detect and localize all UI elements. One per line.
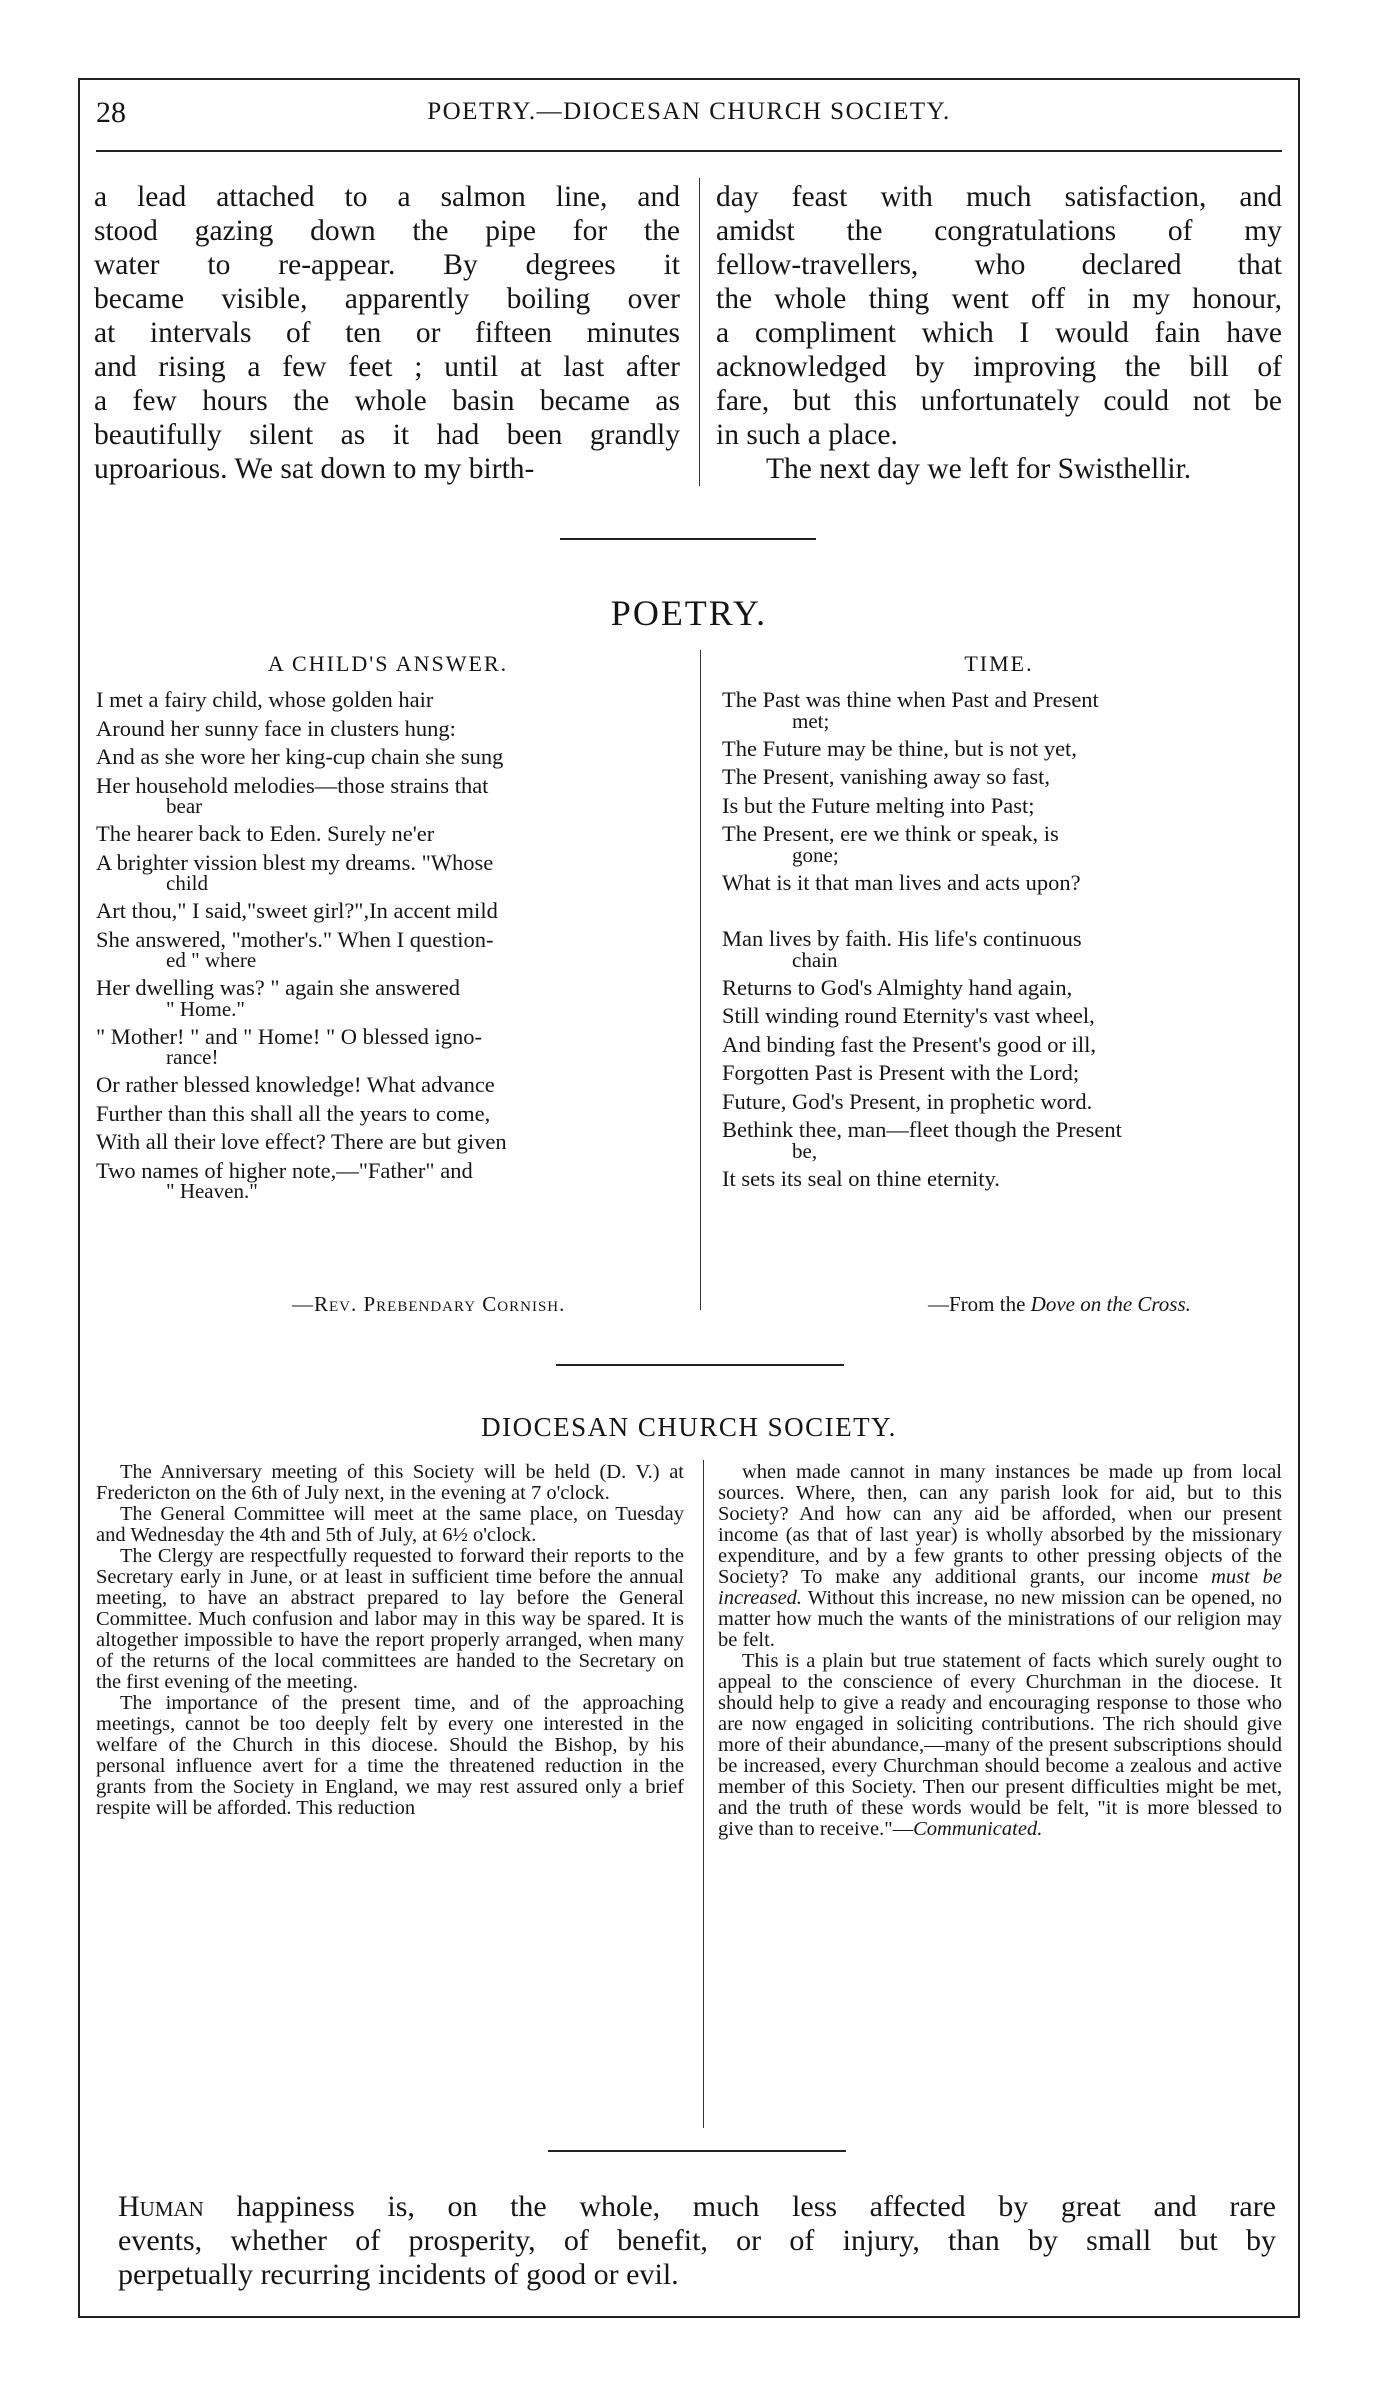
poem-line: The hearer back to Eden. Surely ne'er [96,821,435,846]
poem-line: Around her sunny face in clusters hung: [96,715,456,741]
dcs-right-paragraph-2: This is a plain but true statement of facts which surely ought to appeal to the conscience of every Churchman in the diocese. It should help to give a ready and encouraging response to those who are now engaged in soliciting contributions. The rich should give more of their abundance,—many of the present subscriptions should be increased, every Churchman should become a zealous and active member of this Society. Then our present difficulties might be met, and the truth of these words would be felt, "it is more blessed to give than to receive."—Communicated. [718,1650,1282,1840]
narrative-left-line: at intervals of ten or fifteen minutes [94,317,680,349]
poem-line: What is it that man lives and acts upon? [722,869,1081,895]
poem-line: be, [792,1138,818,1163]
poem-time [722,686,1282,1193]
narrative-right-line: day feast with much satisfaction, and [716,181,1282,213]
narrative-right-line: acknowledged by improving the bill of [716,351,1282,383]
dcs-heading: DIOCESAN CHURCH SOCIETY. [481,1412,897,1442]
attribution-prefix: —From the [928,1292,1031,1316]
narrative-right-line: fare, but this unfortunately could not be [716,385,1282,417]
poem-line: rance! [166,1045,219,1069]
narrative-right-line: amidst the congratulations of my [716,215,1282,247]
closing-initial-word: Human [118,2190,204,2223]
column-divider-narrative [699,178,700,486]
poem-line: Or rather blessed knowledge! What advance [96,1072,495,1097]
column-divider-poetry [700,650,701,1310]
narrative-left-line: uproarious. We sat down to my birth- [94,453,535,485]
poem-line: Her dwelling was? " again she answered [96,975,461,1000]
poem-line: With all their love effect? There are but given [96,1129,507,1154]
poem-attribution-time [928,1292,1191,1317]
poem-line: " Heaven." [166,1179,258,1203]
poem-line: child [166,871,208,895]
dcs-left-column [96,1462,684,1819]
narrative-right-line: the whole thing went off in my honour, [716,283,1282,315]
attribution-text: —Rev. Prebendary Cornish. [292,1292,566,1316]
poem-line: The Present, ere we think or speak, is [722,821,1059,846]
poem-line: " Mother! " and " Home! " O blessed igno- [96,1023,483,1049]
poem-line: Still winding round Eternity's vast wheel, [722,1003,1095,1028]
poem-line: And binding fast the Present's good or ill, [722,1031,1097,1057]
running-header [96,96,1282,146]
narrative-right-line: fellow-travellers, who declared that [716,249,1282,281]
poem-line: Bethink thee, man—fleet though the Present [722,1117,1122,1142]
poem-line: The Present, vanishing away so fast, [722,764,1051,789]
poem-title-time: TIME. [964,651,1034,676]
dcs-left-paragraph: The importance of the present time, and of the approaching meetings, cannot be too deeply felt by every one interested in the welfare of the Church in this diocese. Should the Bishop, by his personal influence avert for a time the threatened reduction in the grants from the Society in England, we may rest assured only a brief respite will be afforded. This reduction [96,1692,684,1819]
page-number: 28 [96,96,126,129]
header-rule [96,150,1282,152]
poem-line: Man lives by faith. His life's continuous [722,926,1082,951]
narrative-left-line: water to re-appear. By degrees it [94,249,680,281]
narrative-left-line: and rising a few feet ; until at last after [94,351,680,383]
poem-line [722,897,1282,925]
poem-line: Two names of higher note,—"Father" and [96,1157,473,1183]
poem-attribution-childs-answer [292,1292,565,1317]
closing-aphorism [118,2190,1276,2292]
poetry-heading: POETRY. [610,593,768,633]
narrative-left-line: stood gazing down the pipe for the [94,215,680,247]
closing-line: Human happiness is, on the whole, much less affected by great and rare [118,2190,1276,2223]
poem-line: Is but the Future melting into Past; [722,792,1035,818]
poem-line: It sets its seal on thine eternity. [722,1165,1000,1191]
poem-line: chain [792,947,838,972]
dcs-right-paragraph-1: when made cannot in many instances be made up from local sources. Where, then, can any parish look for aid, but to this Society? And how can any aid be afforded, when our present income (as that of last year) is wholly absorbed by the missionary expenditure, and by a few grants to other pressing objects of the Society? To make any additional grants, our income must be increased. Without this increase, no new mission can be opened, no matter how much the wants of the ministrations of our religion may be felt. [718,1461,1283,1651]
narrative-right-line: The next day we left for Swisthellir. [766,453,1192,485]
section-rule-3 [548,2150,846,2152]
poem-title-childs-answer: A CHILD'S ANSWER. [267,651,509,676]
poem-line: She answered, "mother's." When I question- [96,926,494,952]
poem-line: ed " where [166,948,257,972]
poem-childs-answer [96,686,686,1205]
poem-line: The Past was thine when Past and Present [722,687,1099,712]
narrative-left-line: became visible, apparently boiling over [94,283,680,315]
poem-line: Returns to God's Almighty hand again, [722,974,1073,1000]
poem-line: gone; [792,842,839,867]
poem-line: A brighter vission blest my dreams. "Whose [96,849,494,875]
narrative-left-column [94,180,680,486]
dcs-right-column [718,1462,1282,1840]
dcs-left-paragraph: The Clergy are respectfully requested to forward their reports to the Secretary early in June, or at least in sufficient time before the annual meeting, to have an abstract prepared to lay before the General Committee. Much confusion and labor may in this way be spared. It is altogether impossible to have the report properly arranged, when many of the returns of the local committees are handed to the Secretary on the first evening of the meeting. [96,1545,684,1693]
attribution-source: Dove on the Cross. [1030,1292,1191,1316]
narrative-right-line: a compliment which I would fain have [716,317,1282,349]
poem-line: Art thou," I said,"sweet girl?",In accent mild [96,898,498,923]
poem-line: " Home." [166,996,245,1021]
dcs-left-paragraph: The Anniversary meeting of this Society will be held (D. V.) at Fredericton on the 6th of July next, in the evening at 7 o'clock. [96,1461,684,1504]
narrative-right-line: in such a place. [716,419,898,451]
poem-line: Her household melodies—those strains that [96,772,489,798]
narrative-right-column [716,180,1282,486]
poem-line: bear [166,794,203,818]
closing-line: events, whether of prosperity, of benefit, or of injury, than by small but by [118,2224,1276,2257]
dcs-left-paragraph: The General Committee will meet at the same place, on Tuesday and Wednesday the 4th and 5th of July, at 6½ o'clock. [96,1503,684,1546]
section-rule-1 [560,538,816,540]
running-title: POETRY.—DIOCESAN CHURCH SOCIETY. [427,98,951,125]
narrative-left-line: beautifully silent as it had been grandly [94,419,680,451]
poem-line: Future, God's Present, in prophetic word. [722,1088,1093,1114]
poem-line: met; [792,708,830,733]
narrative-left-line: a few hours the whole basin became as [94,385,680,417]
poem-line: Further than this shall all the years to come, [96,1100,491,1126]
section-rule-2 [556,1364,844,1366]
poem-line: The Future may be thine, but is not yet, [722,735,1077,761]
poem-line: And as she wore her king-cup chain she sung [96,744,504,769]
poem-line: Forgotten Past is Present with the Lord; [722,1060,1080,1085]
poem-line: I met a fairy child, whose golden hair [96,687,434,712]
narrative-left-line: a lead attached to a salmon line, and [94,181,680,213]
column-divider-dcs [703,1460,704,2128]
closing-line: perpetually recurring incidents of good or evil. [118,2258,679,2291]
